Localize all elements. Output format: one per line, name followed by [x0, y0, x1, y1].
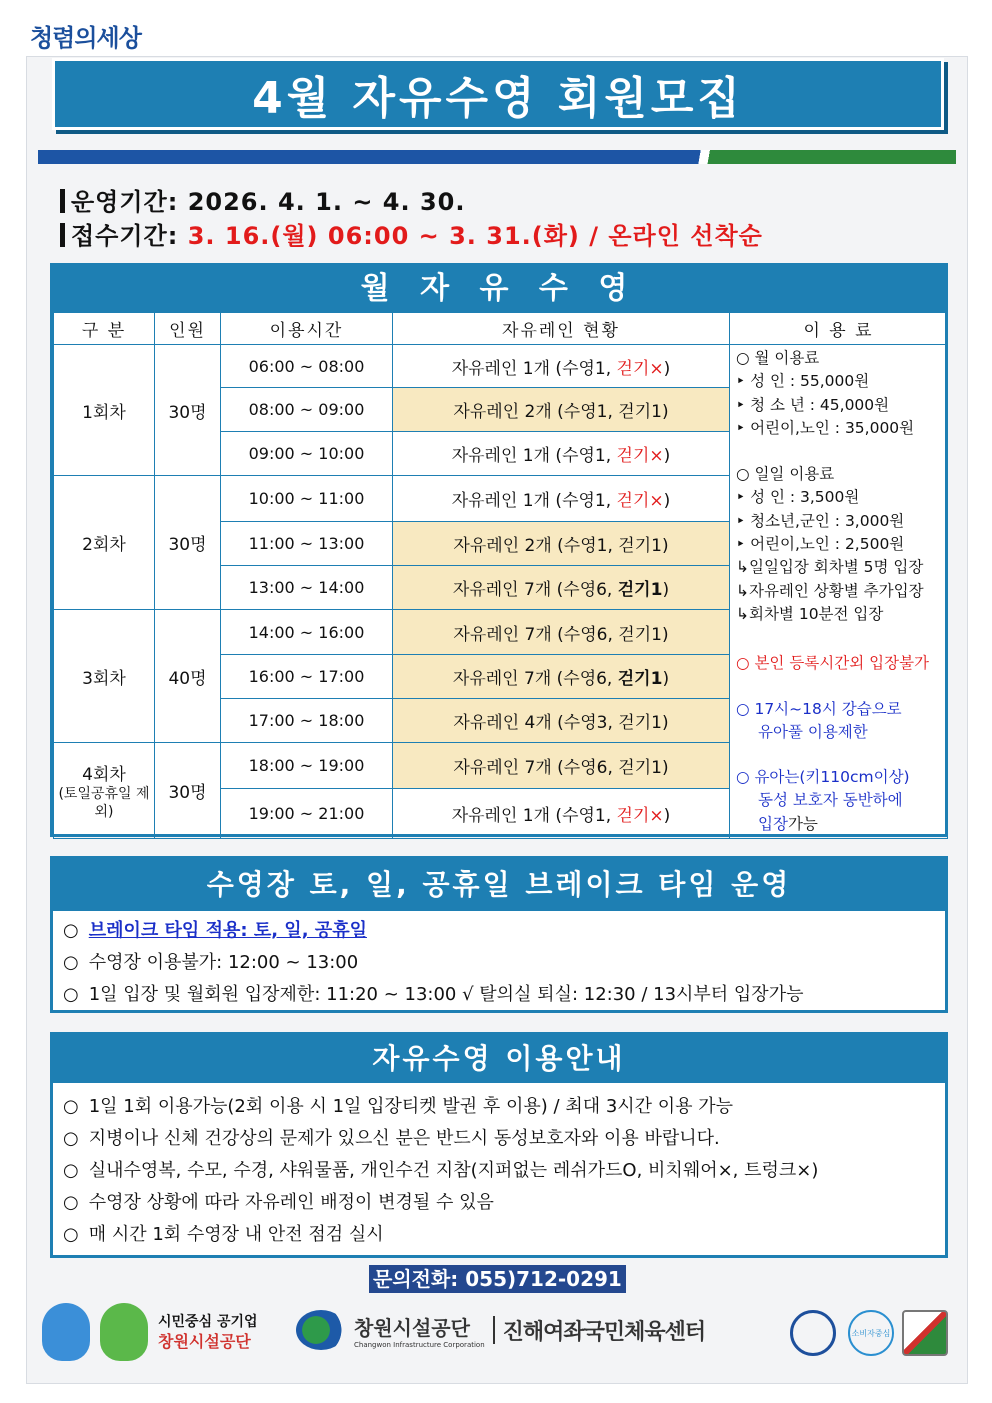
operation-period-value: 2026. 4. 1. ~ 4. 30. [187, 188, 466, 216]
slogan-logo: 청렴의세상 [30, 24, 141, 52]
list-item: ○ 지병이나 신체 건강상의 문제가 있으신 분은 반드시 동성보호자와 이용 바랍니다. [63, 1123, 935, 1155]
slot-time: 06:00 ~ 08:00 [221, 345, 393, 388]
certification-badge-icon [902, 1310, 948, 1356]
slot-time: 17:00 ~ 18:00 [221, 699, 393, 743]
column-header: 이용시간 [221, 313, 393, 345]
slot-lane: 자유레인 1개 (수영1, 걷기×) [393, 345, 730, 388]
guide-list [53, 1083, 945, 1257]
slot-time: 09:00 ~ 10:00 [221, 432, 393, 476]
agency-name: 창원시설공단 Changwon Infrastructure Corporation [354, 1315, 485, 1349]
reception-period: 접수기간: 3. 16.(월) 06:00 ~ 3. 31.(화) / 온라인 선착순 [60, 216, 763, 251]
slot-lane: 자유레인 1개 (수영1, 걷기×) [393, 789, 730, 839]
consumer-badge-icon: 소비자중심 [848, 1310, 894, 1356]
schedule-box [50, 263, 948, 837]
mascot-icon [100, 1303, 148, 1361]
slot-lane: 자유레인 7개 (수영6, 걷기1) [393, 565, 730, 609]
list-item: ○ 수영장 상황에 따라 자유레인 배정이 변경될 수 있음 [63, 1187, 935, 1219]
mascot-icon [42, 1303, 90, 1361]
column-header: 인원 [155, 313, 221, 345]
session-capacity: 40명 [155, 609, 221, 743]
list-item: ○ 1일 입장 및 월회원 입장제한: 11:20 ~ 13:00 √ 탈의실 퇴실: 12:30 / 13시부터 입장가능 [63, 979, 935, 1011]
slot-lane: 자유레인 2개 (수영1, 걷기1) [393, 521, 730, 565]
corp-slogan: 시민중심 공기업 창원시설공단 [158, 1314, 258, 1351]
list-item: ○ 1일 1회 이용가능(2회 이용 시 1일 입장티켓 발권 후 이용) / 최대 3시간 이용 가능 [63, 1091, 935, 1123]
slot-time: 08:00 ~ 09:00 [221, 388, 393, 432]
human-rights-badge-icon [790, 1310, 836, 1356]
divider [493, 1316, 495, 1344]
guide-heading: 자유수영 이용안내 [53, 1035, 945, 1083]
list-item: ○ 수영장 이용불가: 12:00 ~ 13:00 [63, 947, 935, 979]
fee-info: ○ 월 이용료 ‣ 성 인 : 55,000원 ‣ 청 소 년 : 45,000원 ‣ 어린이,노인 : 35,000원 ○ 일일 이용료 ‣ 성 인 : 3,500원 ‣ 청소년,군인 : 3,000원 ‣ 어린이,노인 : 2,500원 ↳일일입장 회차별 5명 입장 ↳자유레인 상황별 추가입장 ↳회차별 10분전 입장 ○ 본인 등록시간외 입장불가 ○ 17시~18시 강습으로 유아풀 이용제한 ○ 유아는(키110cm이상) 동성 보호자 동반하에 입장가능 [730, 345, 948, 839]
decorative-stripe [38, 150, 956, 164]
slot-time: 14:00 ~ 16:00 [221, 609, 393, 655]
slot-time: 18:00 ~ 19:00 [221, 743, 393, 789]
column-header: 구 분 [54, 313, 155, 345]
notice-registered-time: ○ 본인 등록시간외 입장불가 [736, 654, 930, 673]
column-header: 자유레인 현황 [393, 313, 730, 345]
schedule-heading: 월 자 유 수 영 [53, 266, 945, 312]
reception-period-value: 3. 16.(월) 06:00 ~ 3. 31.(화) / 온라인 선착순 [187, 222, 763, 250]
footer-corp [42, 1303, 258, 1361]
guide-box [50, 1032, 948, 1258]
column-header: 이 용 료 [730, 313, 948, 345]
session-capacity: 30명 [155, 345, 221, 476]
slot-lane: 자유레인 1개 (수영1, 걷기×) [393, 432, 730, 476]
slot-lane: 자유레인 7개 (수영6, 걷기1) [393, 609, 730, 655]
session-name: 1회차 [54, 345, 155, 476]
session-name: 2회차 [54, 476, 155, 610]
slot-lane: 자유레인 7개 (수영6, 걷기1) [393, 743, 730, 789]
slot-time: 16:00 ~ 17:00 [221, 655, 393, 699]
table-row [54, 345, 948, 388]
bullet-bar [60, 223, 65, 247]
slot-lane: 자유레인 1개 (수영1, 걷기×) [393, 476, 730, 522]
contact-phone: 문의전화: 055)712-0291 [369, 1265, 626, 1293]
agency-logo-icon [296, 1310, 346, 1350]
operation-period: 운영기간: 2026. 4. 1. ~ 4. 30. [60, 182, 465, 217]
list-item: ○ 브레이크 타임 적용: 토, 일, 공휴일 [63, 915, 935, 947]
session-name: 4회차 (토일공휴일 제외) [54, 743, 155, 839]
slot-time: 19:00 ~ 21:00 [221, 789, 393, 839]
bullet-bar [60, 189, 65, 213]
session-name: 3회차 [54, 609, 155, 743]
footer-agency [296, 1310, 705, 1350]
break-time-box [50, 856, 948, 1013]
list-item: ○ 매 시간 1회 수영장 내 안전 점검 실시 [63, 1219, 935, 1251]
table-header-row [54, 313, 948, 345]
center-name: 진해여좌국민체육센터 [502, 1319, 706, 1345]
title-banner [52, 58, 944, 130]
slot-lane: 자유레인 7개 (수영6, 걷기1) [393, 655, 730, 699]
list-item: ○ 실내수영복, 수모, 수경, 샤워물품, 개인수건 지참(지퍼없는 레쉬가드O, 비치웨어×, 트렁크×) [63, 1155, 935, 1187]
break-time-heading: 수영장 토, 일, 공휴일 브레이크 타임 운영 [53, 859, 945, 911]
slot-time: 10:00 ~ 11:00 [221, 476, 393, 522]
slot-time: 13:00 ~ 14:00 [221, 565, 393, 609]
slot-time: 11:00 ~ 13:00 [221, 521, 393, 565]
schedule-table [53, 312, 948, 839]
session-capacity: 30명 [155, 476, 221, 610]
session-capacity: 30명 [155, 743, 221, 839]
slot-lane: 자유레인 2개 (수영1, 걷기1) [393, 388, 730, 432]
page-title: 4월 자유수영 회원모집 [252, 73, 744, 124]
break-time-list [53, 911, 945, 1017]
slot-lane: 자유레인 4개 (수영3, 걷기1) [393, 699, 730, 743]
